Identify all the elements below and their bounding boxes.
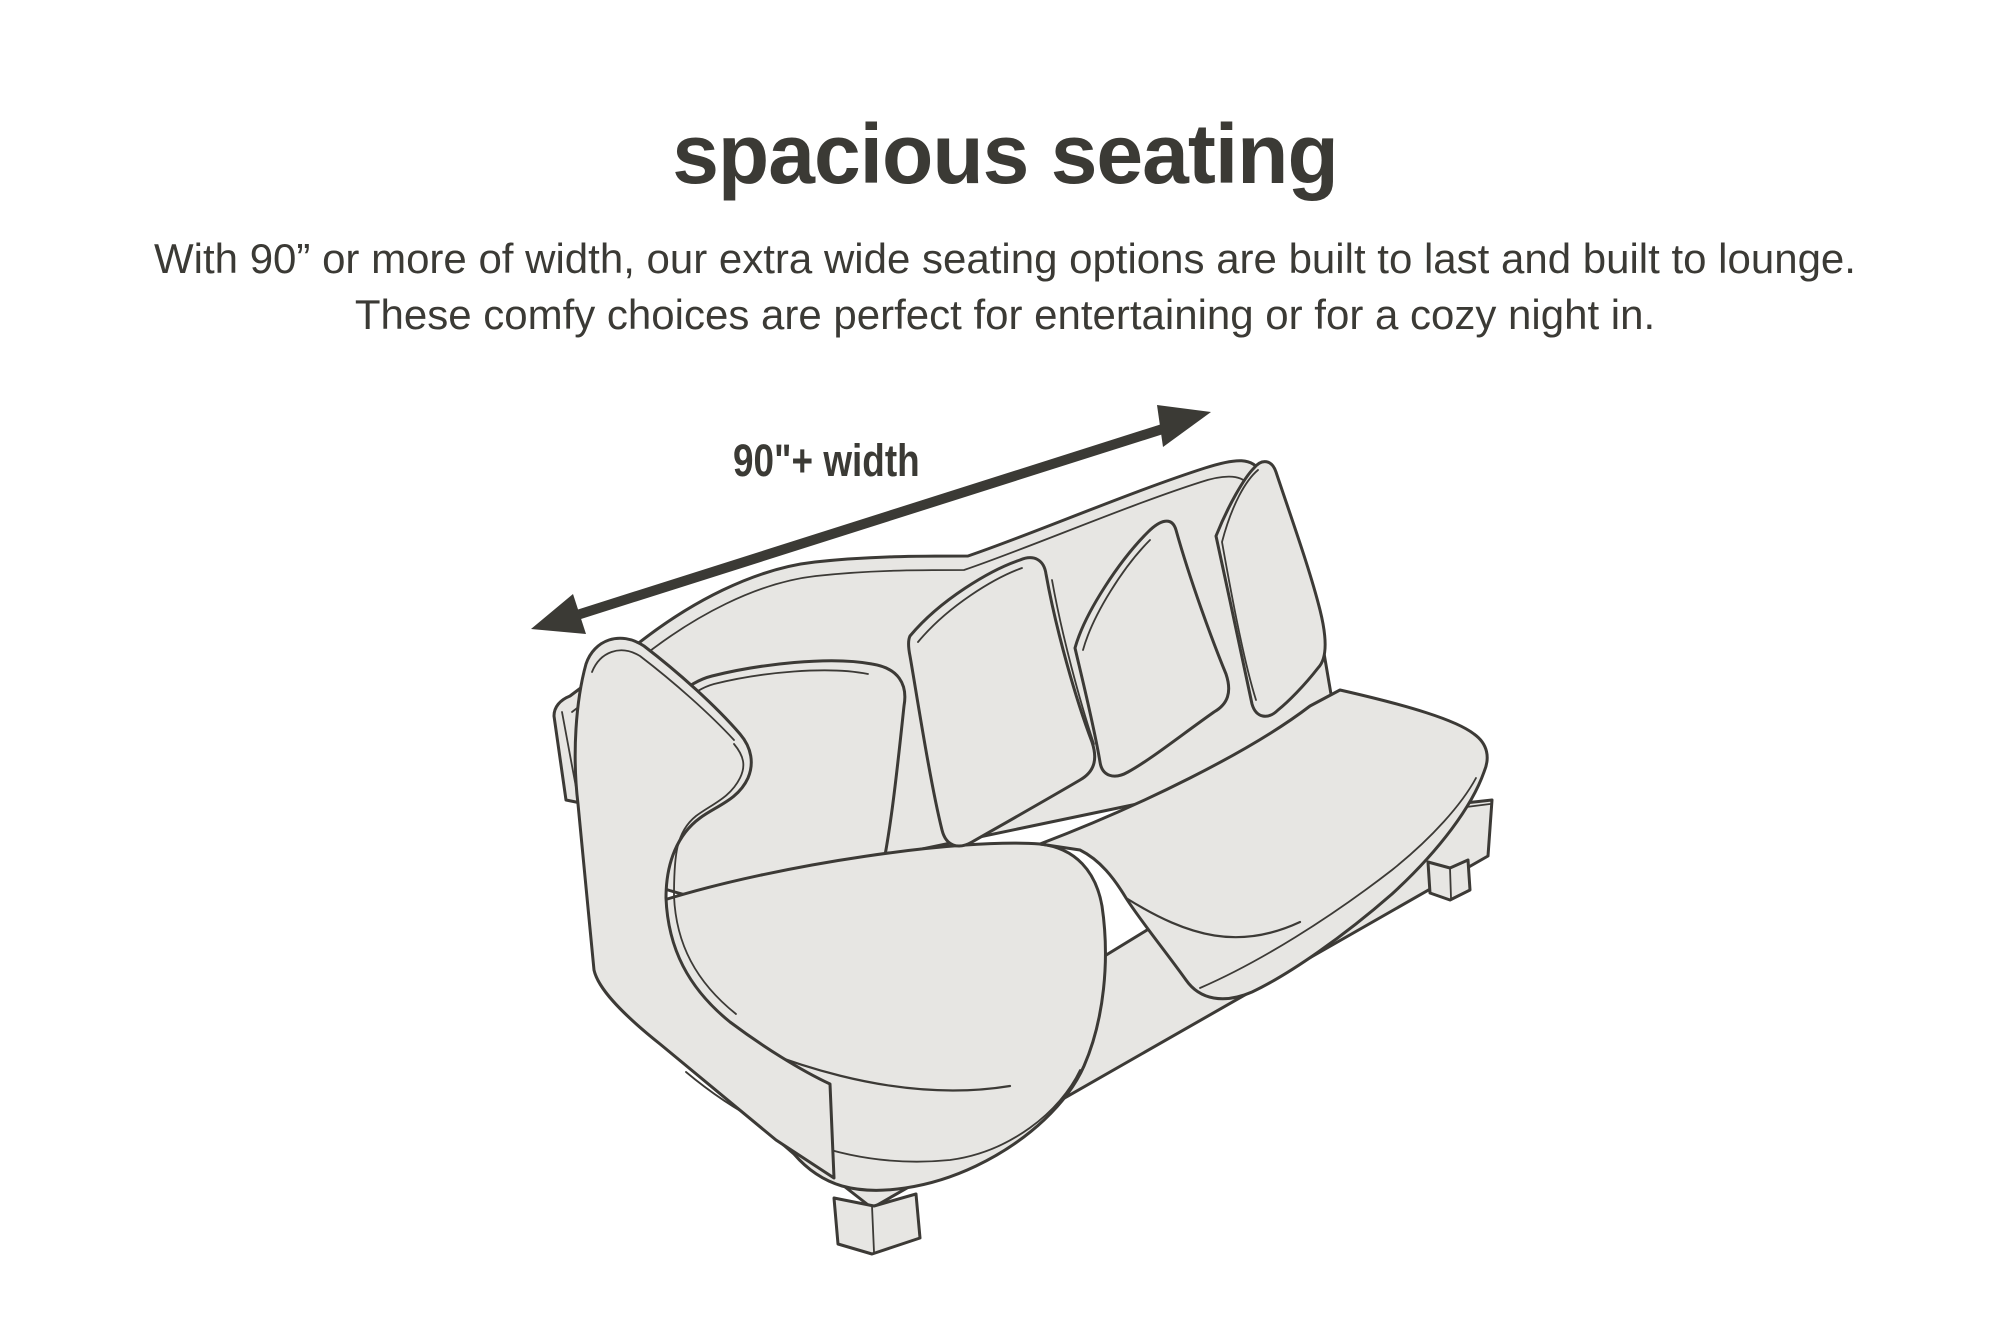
dimension-label: 90"+ width bbox=[733, 435, 920, 486]
sofa-right-foot-edge bbox=[1450, 868, 1451, 898]
arrow-head-left bbox=[531, 594, 586, 634]
arrow-head-right bbox=[1157, 405, 1211, 447]
page-title: spacious seating bbox=[672, 107, 1338, 201]
description-line-2: These comfy choices are perfect for entertaining or for a cozy night in. bbox=[354, 291, 1656, 338]
description-line-1: With 90” or more of width, our extra wide seating options are built to last and built to lounge. bbox=[154, 235, 1856, 282]
